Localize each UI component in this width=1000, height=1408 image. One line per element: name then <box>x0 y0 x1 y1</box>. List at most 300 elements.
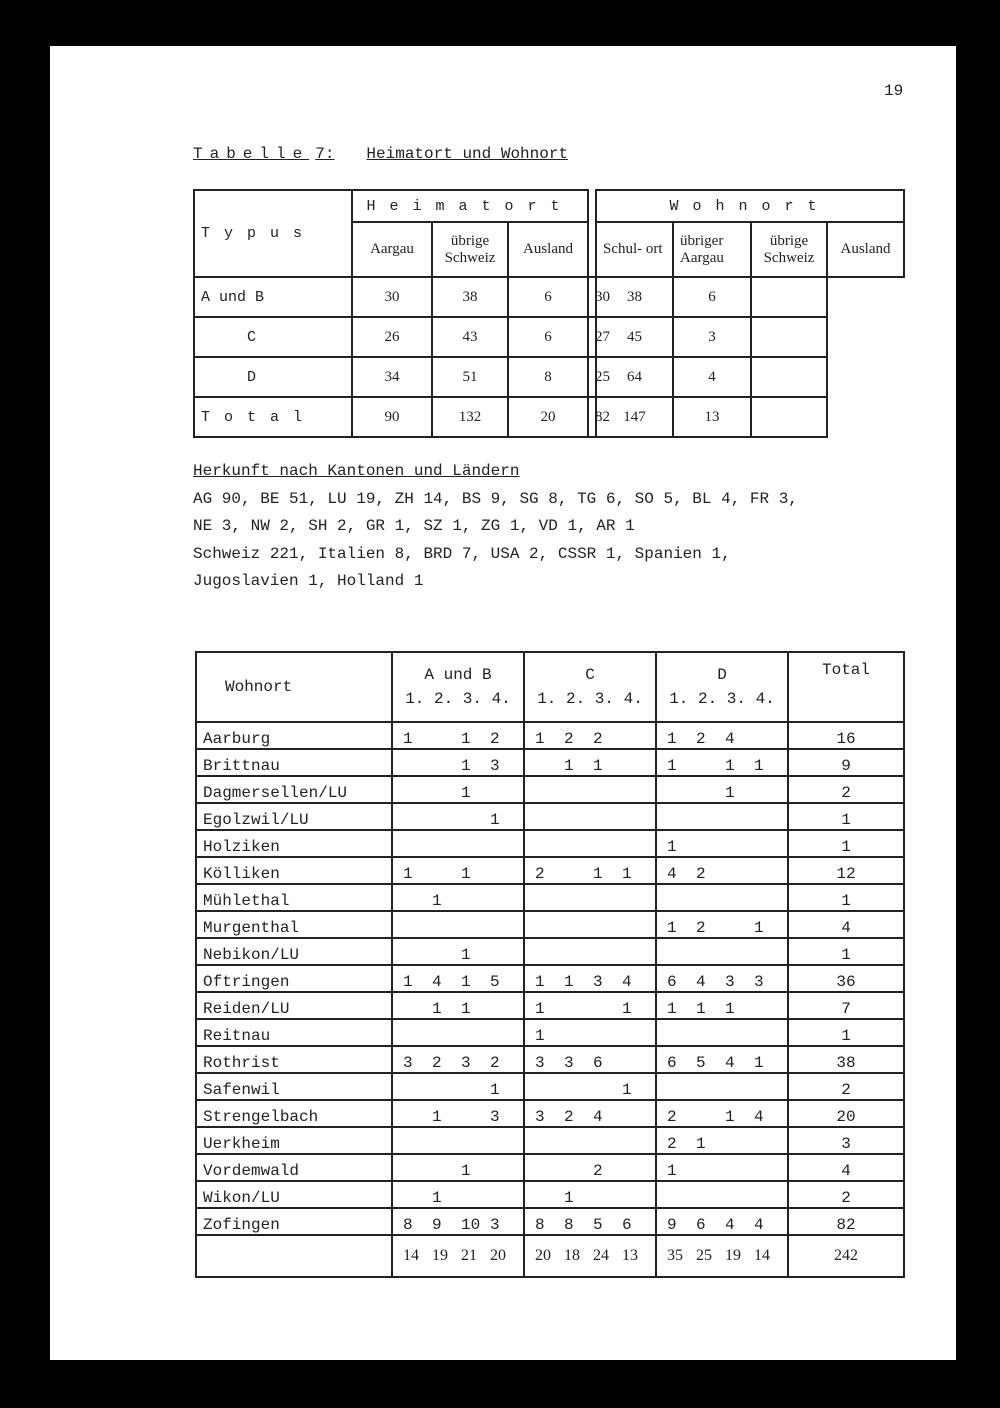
table-row <box>196 911 904 938</box>
cells-a-und-b <box>392 776 524 803</box>
cells-d <box>656 965 788 992</box>
count-value: 1 <box>535 973 545 991</box>
count-value: 1 <box>432 1189 442 1207</box>
count-value: 3 <box>490 1216 500 1234</box>
table-row <box>196 1127 904 1154</box>
count-value <box>461 1108 490 1126</box>
count-value <box>667 784 696 802</box>
count-value: 2 <box>490 1054 500 1072</box>
row-total: 38 <box>788 1046 904 1073</box>
header-group-ab: A und B 1. 2. 3. 4. <box>392 652 524 722</box>
table-row <box>196 938 904 965</box>
row-wohnort: Nebikon/LU <box>196 938 392 965</box>
cell-heimatort: 38 <box>432 277 508 317</box>
count-value <box>696 1162 725 1180</box>
count-value <box>432 757 461 775</box>
herkunft-line: Schweiz 221, Italien 8, BRD 7, USA 2, CSSR 1, Spanien 1, <box>193 544 731 563</box>
table-row <box>196 992 904 1019</box>
row-total: 4 <box>788 1154 904 1181</box>
table7-caption <box>193 145 568 163</box>
count-value: 1 <box>490 811 500 829</box>
page-number: 19 <box>884 82 904 100</box>
cells-c <box>524 830 656 857</box>
table-row <box>196 1046 904 1073</box>
count-value: 5 <box>490 973 500 991</box>
count-value: 1 <box>622 1000 632 1018</box>
count-value <box>432 811 461 829</box>
count-value: 2 <box>564 1108 574 1126</box>
count-value <box>754 838 783 856</box>
cell-wohnort: 45 <box>596 317 673 357</box>
count-value: 1 <box>490 1081 500 1099</box>
cells-a-und-b <box>392 992 524 1019</box>
table-row <box>196 803 904 830</box>
count-value: 9 <box>667 1216 677 1234</box>
cells-c <box>524 1100 656 1127</box>
cell-heimatort: 8 <box>508 357 588 397</box>
count-value: 1 <box>754 757 764 775</box>
row-label: C <box>194 317 352 357</box>
count-value: 13 <box>622 1247 638 1264</box>
count-value: 4 <box>593 1108 603 1126</box>
cells-a-und-b <box>392 1127 524 1154</box>
cells-c <box>524 776 656 803</box>
subheader-wohnort: Schul- ort <box>596 222 673 277</box>
count-value <box>535 757 564 775</box>
cells-c <box>524 1019 656 1046</box>
cells-c <box>524 1208 656 1235</box>
table-row <box>196 1181 904 1208</box>
count-value <box>403 1081 432 1099</box>
count-value: 1 <box>725 757 735 775</box>
count-value: 1 <box>667 919 677 937</box>
count-value <box>432 1162 461 1180</box>
count-value: 6 <box>593 1054 603 1072</box>
count-value: 1 <box>432 892 442 910</box>
count-value: 2 <box>667 1135 677 1153</box>
count-value: 3 <box>535 1054 545 1072</box>
header-total: Total <box>788 652 904 722</box>
count-value: 4 <box>754 1216 764 1234</box>
count-value: 14 <box>403 1247 419 1264</box>
cells-a-und-b <box>392 938 524 965</box>
row-total: 9 <box>788 749 904 776</box>
row-total: 4 <box>788 911 904 938</box>
row-total: 82 <box>788 1208 904 1235</box>
count-value <box>754 865 783 883</box>
cell-wohnort: 4 <box>673 357 751 397</box>
count-value <box>564 1000 593 1018</box>
row-wohnort: Strengelbach <box>196 1100 392 1127</box>
row-total: 16 <box>788 722 904 749</box>
cells-d <box>656 884 788 911</box>
count-value: 1 <box>535 730 545 748</box>
count-value: 1 <box>564 973 574 991</box>
cells-d <box>656 938 788 965</box>
count-value <box>622 1027 651 1045</box>
count-value: 1 <box>432 1000 442 1018</box>
count-value <box>461 811 490 829</box>
count-value <box>696 1108 725 1126</box>
cell-wohnort: 3 <box>673 317 751 357</box>
row-wohnort: Brittnau <box>196 749 392 776</box>
table-row <box>196 1154 904 1181</box>
count-value: 1 <box>461 1162 471 1180</box>
caption-number: 7: <box>315 145 335 163</box>
count-value: 2 <box>593 1162 603 1180</box>
cells-a-und-b <box>392 1100 524 1127</box>
table7-row <box>194 277 904 317</box>
table7-row <box>194 317 904 357</box>
sum-c <box>524 1235 656 1277</box>
count-value <box>490 1000 519 1018</box>
table-divider <box>588 190 596 277</box>
cells-c <box>524 1154 656 1181</box>
count-value <box>432 730 461 748</box>
cells-a-und-b <box>392 884 524 911</box>
count-value: 2 <box>696 919 706 937</box>
cells-a-und-b <box>392 830 524 857</box>
row-total: 1 <box>788 803 904 830</box>
count-value <box>593 1189 622 1207</box>
count-value <box>490 1189 519 1207</box>
count-value <box>432 946 461 964</box>
cells-c <box>524 1127 656 1154</box>
table-row <box>196 830 904 857</box>
herkunft-section <box>193 458 798 596</box>
count-value: 4 <box>725 1216 735 1234</box>
cells-a-und-b <box>392 1181 524 1208</box>
herkunft-line: Jugoslavien 1, Holland 1 <box>193 572 424 590</box>
count-value <box>622 757 651 775</box>
count-value <box>432 784 461 802</box>
cell-heimatort: 20 <box>508 397 588 437</box>
table-row <box>196 749 904 776</box>
cells-d <box>656 992 788 1019</box>
count-value: 3 <box>461 1054 471 1072</box>
count-value <box>725 1162 754 1180</box>
count-value <box>461 892 490 910</box>
cells-a-und-b <box>392 1019 524 1046</box>
cells-a-und-b <box>392 1154 524 1181</box>
count-value: 8 <box>564 1216 574 1234</box>
subheader-wohnort: übriger Aargau <box>673 222 751 277</box>
count-value <box>593 1027 622 1045</box>
count-value <box>696 784 725 802</box>
table-row <box>196 722 904 749</box>
count-value: 4 <box>725 1054 735 1072</box>
count-value: 1 <box>535 1027 545 1045</box>
cell-heimatort: 132 <box>432 397 508 437</box>
herkunft-line: AG 90, BE 51, LU 19, ZH 14, BS 9, SG 8, TG 6, SO 5, BL 4, FR 3, <box>193 489 798 508</box>
row-wohnort: Wikon/LU <box>196 1181 392 1208</box>
count-value: 2 <box>490 730 500 748</box>
cells-a-und-b <box>392 1208 524 1235</box>
subheader-wohnort: übrige Schweiz <box>751 222 827 277</box>
row-label: A und B <box>194 277 352 317</box>
row-wohnort: Zofingen <box>196 1208 392 1235</box>
count-value: 3 <box>593 973 603 991</box>
table-row <box>196 1019 904 1046</box>
count-value <box>593 1081 622 1099</box>
count-value: 1 <box>593 757 603 775</box>
sum-row <box>196 1235 904 1277</box>
row-total: 1 <box>788 938 904 965</box>
cells-d <box>656 911 788 938</box>
cells-d <box>656 1046 788 1073</box>
cells-a-und-b <box>392 857 524 884</box>
cells-c <box>524 1046 656 1073</box>
count-value <box>622 1054 651 1072</box>
count-value: 4 <box>622 973 632 991</box>
row-total: 2 <box>788 1181 904 1208</box>
header-wohnort: Wohnort <box>196 652 392 722</box>
cell-heimatort: 51 <box>432 357 508 397</box>
count-value: 35 <box>667 1247 683 1264</box>
cell-wohnort <box>751 277 827 317</box>
count-value: 1 <box>461 757 471 775</box>
count-value: 3 <box>490 757 500 775</box>
count-value: 3 <box>754 973 764 991</box>
count-value: 1 <box>461 973 471 991</box>
count-value: 4 <box>696 973 706 991</box>
count-value: 1 <box>667 1162 677 1180</box>
count-value: 1 <box>622 1081 632 1099</box>
count-value: 1 <box>696 1000 706 1018</box>
cells-d <box>656 776 788 803</box>
sum-label-empty <box>196 1235 392 1277</box>
count-value: 4 <box>725 730 735 748</box>
subheader-heimatort: Aargau <box>352 222 432 277</box>
count-value <box>564 1027 593 1045</box>
count-value: 6 <box>696 1216 706 1234</box>
count-value <box>403 892 432 910</box>
cell-wohnort <box>751 397 827 437</box>
count-value: 5 <box>593 1216 603 1234</box>
count-value: 4 <box>667 865 677 883</box>
count-value <box>725 865 754 883</box>
cells-d <box>656 722 788 749</box>
count-value <box>403 1000 432 1018</box>
count-value: 1 <box>432 1108 442 1126</box>
table-row <box>196 1100 904 1127</box>
cells-c <box>524 884 656 911</box>
count-value: 6 <box>622 1216 632 1234</box>
count-value: 1 <box>667 1000 677 1018</box>
count-value <box>535 1162 564 1180</box>
cells-d <box>656 1208 788 1235</box>
cell-heimatort: 43 <box>432 317 508 357</box>
count-value: 19 <box>725 1247 741 1264</box>
row-total: 2 <box>788 776 904 803</box>
count-value: 1 <box>667 757 677 775</box>
count-value <box>461 1189 490 1207</box>
count-value <box>490 865 519 883</box>
row-total: 36 <box>788 965 904 992</box>
row-wohnort: Oftringen <box>196 965 392 992</box>
count-value: 2 <box>696 730 706 748</box>
table-row <box>196 1208 904 1235</box>
row-wohnort: Reitnau <box>196 1019 392 1046</box>
count-value: 1 <box>725 1108 735 1126</box>
cell-heimatort: 6 <box>508 277 588 317</box>
count-value: 4 <box>432 973 442 991</box>
row-wohnort: Dagmersellen/LU <box>196 776 392 803</box>
subheader-wohnort: Ausland <box>827 222 904 277</box>
count-value: 1 <box>461 1000 471 1018</box>
count-value <box>754 1000 783 1018</box>
count-value: 20 <box>490 1247 506 1264</box>
subheader-heimatort: übrige Schweiz <box>432 222 508 277</box>
document-page <box>50 46 956 1360</box>
count-value: 19 <box>432 1247 448 1264</box>
cells-c <box>524 722 656 749</box>
row-wohnort: Aarburg <box>196 722 392 749</box>
cell-wohnort: 6 <box>673 277 751 317</box>
count-value: 5 <box>696 1054 706 1072</box>
count-value <box>725 919 754 937</box>
wohnort-table <box>195 651 905 1278</box>
subheader-heimatort: Ausland <box>508 222 588 277</box>
count-value <box>564 865 593 883</box>
cells-d <box>656 857 788 884</box>
col-typus: Typus <box>194 190 352 277</box>
count-value: 2 <box>535 865 545 883</box>
count-value: 2 <box>593 730 603 748</box>
cells-d <box>656 803 788 830</box>
cells-d <box>656 1019 788 1046</box>
cell-wohnort: 82 <box>588 397 596 437</box>
cells-c <box>524 965 656 992</box>
cells-d <box>656 830 788 857</box>
count-value: 1 <box>461 865 471 883</box>
cell-wohnort: 147 <box>596 397 673 437</box>
cells-a-und-b <box>392 749 524 776</box>
count-value: 1 <box>725 1000 735 1018</box>
count-value: 14 <box>754 1247 770 1264</box>
count-value <box>403 946 432 964</box>
count-value <box>622 1162 651 1180</box>
row-total: 7 <box>788 992 904 1019</box>
cells-c <box>524 938 656 965</box>
count-value: 1 <box>403 865 413 883</box>
cells-c <box>524 857 656 884</box>
row-wohnort: Egolzwil/LU <box>196 803 392 830</box>
count-value: 3 <box>564 1054 574 1072</box>
herkunft-line: NE 3, NW 2, SH 2, GR 1, SZ 1, ZG 1, VD 1, AR 1 <box>193 517 635 535</box>
table-row <box>196 884 904 911</box>
count-value <box>535 1081 564 1099</box>
row-wohnort: Uerkheim <box>196 1127 392 1154</box>
count-value <box>403 811 432 829</box>
header-group-d: D 1. 2. 3. 4. <box>656 652 788 722</box>
count-value <box>403 784 432 802</box>
count-value <box>403 757 432 775</box>
grand-total: 242 <box>788 1235 904 1277</box>
cells-c <box>524 1181 656 1208</box>
row-wohnort: Murgenthal <box>196 911 392 938</box>
cells-a-und-b <box>392 803 524 830</box>
row-label: Total <box>194 397 352 437</box>
count-value: 2 <box>667 1108 677 1126</box>
count-value: 1 <box>564 1189 574 1207</box>
count-value <box>622 1108 651 1126</box>
count-value <box>490 1162 519 1180</box>
count-value: 1 <box>696 1135 706 1153</box>
count-value: 1 <box>461 730 471 748</box>
count-value <box>754 784 783 802</box>
sum-a-und-b <box>392 1235 524 1277</box>
count-value: 6 <box>667 973 677 991</box>
count-value: 1 <box>622 865 632 883</box>
cell-wohnort: 27 <box>588 317 596 357</box>
cells-a-und-b <box>392 965 524 992</box>
cell-heimatort: 34 <box>352 357 432 397</box>
count-value: 21 <box>461 1247 477 1264</box>
cells-d <box>656 1100 788 1127</box>
count-value: 25 <box>696 1247 712 1264</box>
count-value <box>622 730 651 748</box>
count-value <box>461 1081 490 1099</box>
count-value: 1 <box>667 730 677 748</box>
header-group-c: C 1. 2. 3. 4. <box>524 652 656 722</box>
count-value: 1 <box>461 784 471 802</box>
cell-wohnort <box>751 317 827 357</box>
count-value <box>696 838 725 856</box>
count-value <box>754 1135 783 1153</box>
group-wohnort: Wohnort <box>596 190 904 222</box>
cells-a-und-b <box>392 722 524 749</box>
count-value <box>593 1000 622 1018</box>
cell-wohnort: 30 <box>588 277 596 317</box>
row-wohnort: Vordemwald <box>196 1154 392 1181</box>
sum-d <box>656 1235 788 1277</box>
row-total: 1 <box>788 830 904 857</box>
cells-a-und-b <box>392 1073 524 1100</box>
count-value <box>696 757 725 775</box>
count-value <box>564 1081 593 1099</box>
cells-d <box>656 1127 788 1154</box>
group-heimatort: Heimatort <box>352 190 588 222</box>
herkunft-heading: Herkunft nach Kantonen und Ländern <box>193 462 520 480</box>
count-value <box>432 1081 461 1099</box>
cell-heimatort: 90 <box>352 397 432 437</box>
table-row <box>196 857 904 884</box>
count-value <box>754 1162 783 1180</box>
count-value: 3 <box>490 1108 500 1126</box>
row-label: D <box>194 357 352 397</box>
cells-c <box>524 1073 656 1100</box>
count-value: 3 <box>725 973 735 991</box>
cells-d <box>656 1181 788 1208</box>
table7-row <box>194 357 904 397</box>
count-value: 3 <box>535 1108 545 1126</box>
count-value: 1 <box>564 757 574 775</box>
cells-a-und-b <box>392 1046 524 1073</box>
count-value: 1 <box>403 730 413 748</box>
count-value <box>403 1108 432 1126</box>
row-wohnort: Holziken <box>196 830 392 857</box>
cell-heimatort: 6 <box>508 317 588 357</box>
count-value: 1 <box>754 919 764 937</box>
cell-wohnort: 13 <box>673 397 751 437</box>
row-total: 3 <box>788 1127 904 1154</box>
cell-wohnort: 38 <box>596 277 673 317</box>
table-row <box>196 1073 904 1100</box>
table7-row <box>194 397 904 437</box>
row-wohnort: Safenwil <box>196 1073 392 1100</box>
row-total: 1 <box>788 884 904 911</box>
